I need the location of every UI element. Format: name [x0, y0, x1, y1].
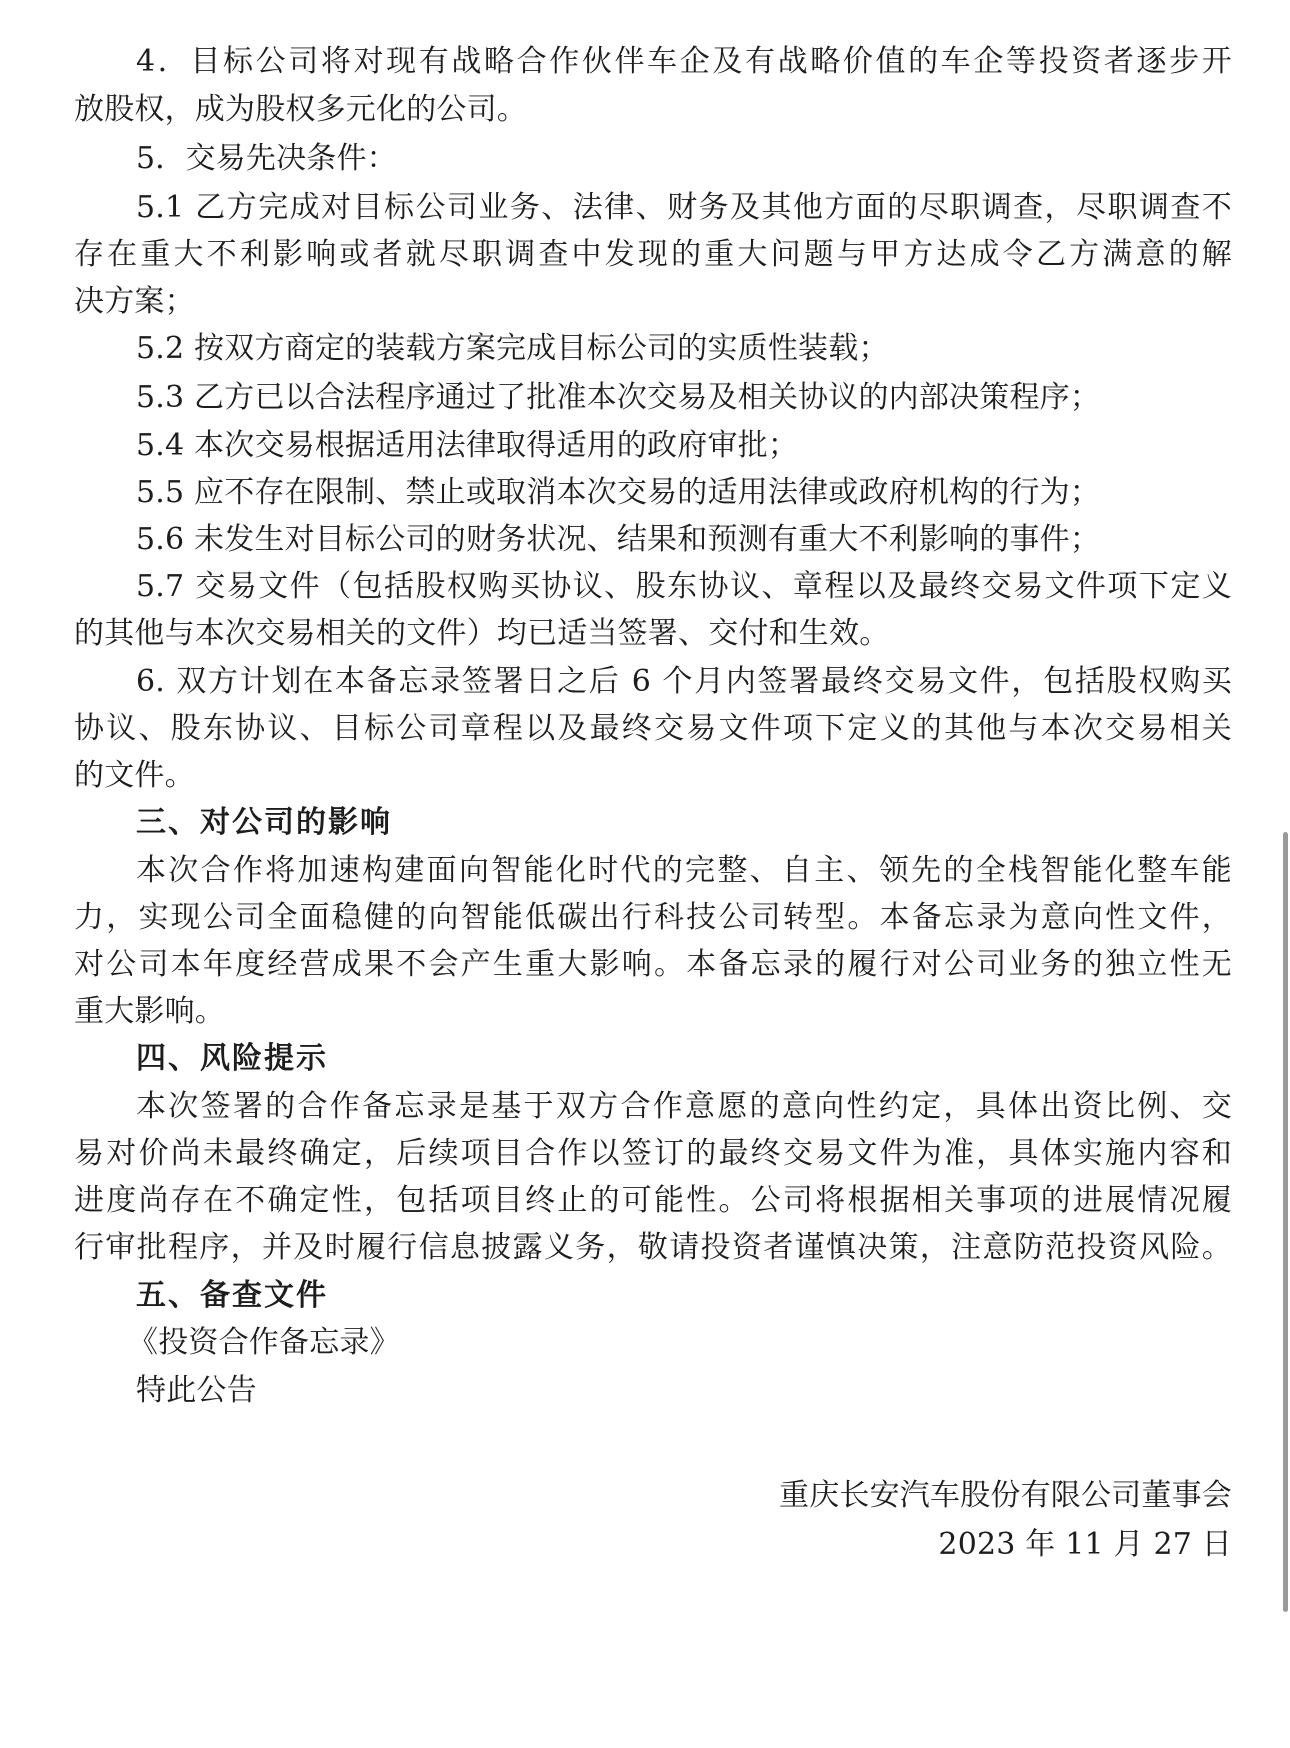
section-4-line-3: 进度尚存在不确定性，包括项目终止的可能性。公司将根据相关事项的进展情况履	[74, 1183, 1232, 1218]
item-5-6: 5.6 未发生对目标公司的财务状况、结果和预测有重大不利影响的事件；	[136, 522, 1101, 557]
item-5-4: 5.4 本次交易根据适用法律取得适用的政府审批；	[136, 428, 799, 463]
item-5-1-line-1: 5.1 乙方完成对目标公司业务、法律、财务及其他方面的尽职调查，尽职调查不	[136, 190, 1232, 225]
section-3-line-1: 本次合作将加速构建面向智能化时代的完整、自主、领先的全栈智能化整车能	[136, 853, 1232, 888]
item-5-1-line-2: 存在重大不利影响或者就尽职调查中发现的重大问题与甲方达成令乙方满意的解	[74, 237, 1232, 272]
item-6-line-3: 的文件。	[74, 758, 195, 793]
item-5-7-line-2: 的其他与本次交易相关的文件）均已适当签署、交付和生效。	[74, 616, 890, 651]
item-4-line-2: 放股权，成为股权多元化的公司。	[74, 92, 527, 127]
item-6-line-1: 6. 双方计划在本备忘录签署日之后 6 个月内签署最终交易文件，包括股权购买	[136, 664, 1232, 699]
section-3-line-4: 重大影响。	[74, 994, 225, 1029]
item-5-1-line-3: 决方案；	[74, 284, 195, 319]
section-4-line-1: 本次签署的合作备忘录是基于双方合作意愿的意向性约定，具体出资比例、交	[136, 1089, 1232, 1124]
section-3-heading: 三、对公司的影响	[136, 805, 392, 840]
signature-date: 2023 年 11 月 27 日	[938, 1527, 1232, 1562]
section-5-heading: 五、备查文件	[136, 1278, 328, 1313]
section-3-line-2: 力，实现公司全面稳健的向智能低碳出行科技公司转型。本备忘录为意向性文件，	[74, 900, 1232, 935]
item-5-title: 5．交易先决条件：	[136, 141, 397, 176]
section-3-line-3: 对公司本年度经营成果不会产生重大影响。本备忘录的履行对公司业务的独立性无	[74, 947, 1232, 982]
section-4-line-4: 行审批程序，并及时履行信息披露义务，敬请投资者谨慎决策，注意防范投资风险。	[74, 1230, 1232, 1265]
item-5-2: 5.2 按双方商定的装载方案完成目标公司的实质性装载；	[136, 331, 889, 366]
section-4-heading: 四、风险提示	[136, 1041, 328, 1076]
reference-document: 《投资合作备忘录》	[128, 1325, 400, 1360]
item-5-7-line-1: 5.7 交易文件（包括股权购买协议、股东协议、章程以及最终交易文件项下定义	[136, 569, 1232, 604]
item-6-line-2: 协议、股东协议、目标公司章程以及最终交易文件项下定义的其他与本次交易相关	[74, 711, 1232, 746]
item-5-5: 5.5 应不存在限制、禁止或取消本次交易的适用法律或政府机构的行为；	[136, 475, 1101, 510]
section-4-line-2: 易对价尚未最终确定，后续项目合作以签订的最终交易文件为准，具体实施内容和	[74, 1136, 1232, 1171]
item-4-line-1: 4．目标公司将对现有战略合作伙伴车企及有战略价值的车企等投资者逐步开	[136, 44, 1232, 79]
closing-statement: 特此公告	[136, 1373, 257, 1408]
vertical-scrollbar[interactable]	[1283, 832, 1288, 1612]
signature-company: 重庆长安汽车股份有限公司董事会	[779, 1478, 1232, 1513]
item-5-3: 5.3 乙方已以合法程序通过了批准本次交易及相关协议的内部决策程序；	[136, 380, 1101, 415]
